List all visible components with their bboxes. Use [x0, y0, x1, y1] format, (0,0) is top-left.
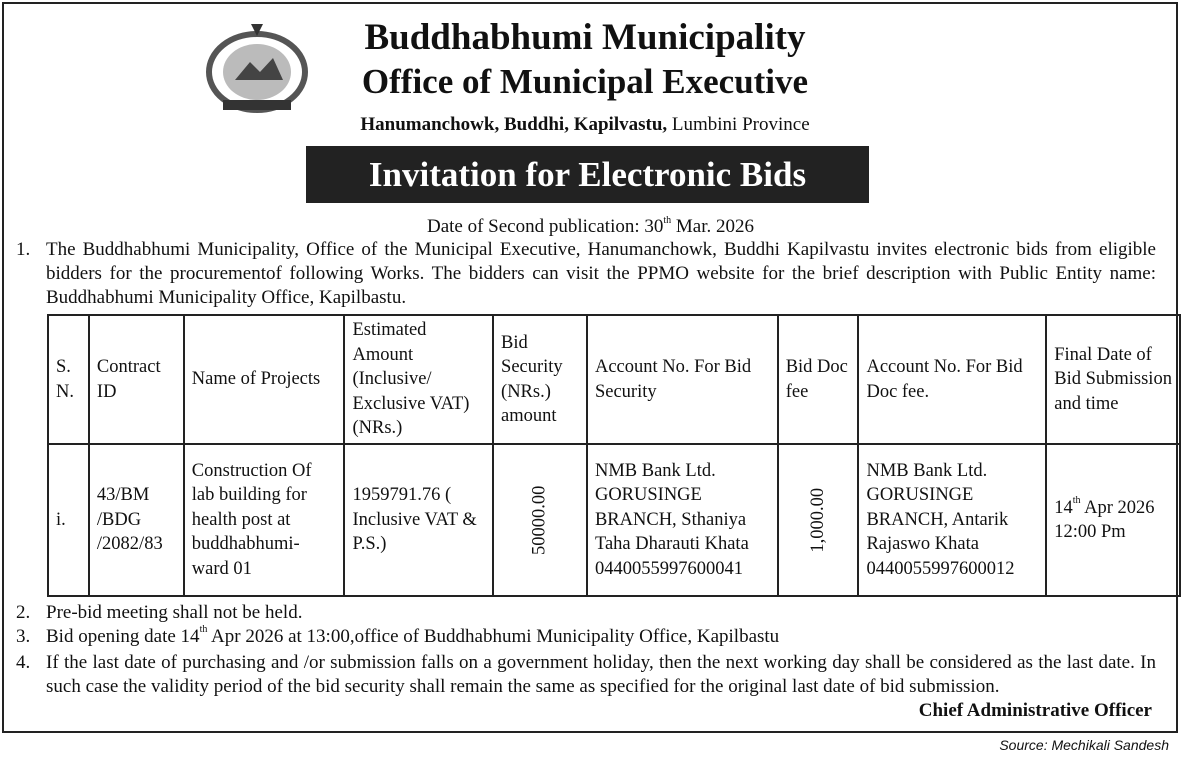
bid-table: [47, 314, 1181, 597]
table-header-row: [48, 315, 1180, 444]
account-fee-cell: NMB Bank Ltd. GORUSINGE BRANCH, Antarik Rajaswo Khata 0440055997600012: [858, 444, 1046, 596]
header-cell: Estimated Amount (Inclusive/ Exclusive VAT) (NRs.): [344, 315, 493, 444]
bid-security-cell: 50000.00: [493, 444, 587, 596]
clause-1: 1. The Buddhabhumi Municipality, Office of the Municipal Executive, Hanumanchowk, Buddhi Kapilvastu invites electronic bids from eligible bidders for the procurementof following Works. The bidders can visit the PPMO website for the brief description with Public Entity name: Buddhabhumi Municipality Office, Kapilbastu.: [16, 239, 1156, 308]
office-title: Office of Municipal Executive: [361, 62, 809, 101]
header-cell: S. N.: [48, 315, 89, 444]
notice-banner: Invitation for Electronic Bids: [306, 146, 869, 203]
header-cell: Bid Doc fee: [778, 315, 859, 444]
publication-date: Date of Second publication: 30th Mar. 2026: [426, 215, 755, 237]
clause-3: 3. Bid opening date 14th Apr 2026 at 13:00,office of Buddhabhumi Municipality Office, Kapilbastu: [16, 624, 780, 647]
clause-2: 2. Pre-bid meeting shall not be held.: [16, 602, 303, 623]
government-emblem-icon: [205, 22, 309, 114]
project-cell: Construction Of lab building for health post at buddhabhumi-ward 01: [184, 444, 345, 596]
header-cell: Contract ID: [89, 315, 184, 444]
address: Hanumanchowk, Buddhi, Kapilvastu, Lumbini Province: [360, 114, 810, 135]
header-cell: Account No. For Bid Doc fee.: [858, 315, 1046, 444]
final-date-cell: 14th Apr 2026 12:00 Pm: [1046, 444, 1180, 596]
account-security-cell: NMB Bank Ltd. GORUSINGE BRANCH, Sthaniya Taha Dharauti Khata 0440055997600041: [587, 444, 778, 596]
header-cell: Bid Security (NRs.) amount: [493, 315, 587, 444]
header-cell: Name of Projects: [184, 315, 345, 444]
municipality-title: Buddhabhumi Municipality: [364, 17, 806, 58]
source-credit: Source: Mechikali Sandesh: [999, 737, 1169, 753]
sn-cell: i.: [48, 444, 89, 596]
header-cell: Final Date of Bid Submission and time: [1046, 315, 1180, 444]
clause-4: 4. If the last date of purchasing and /or submission falls on a government holiday, then the next working day shall be considered as the last date. In such case the validity period of the bid security shall remain the same as specified for the original last date of bid submission.: [16, 652, 1156, 697]
doc-fee-cell: 1,000.00: [778, 444, 859, 596]
table-row: [48, 444, 1180, 596]
contract-id-cell: 43/BM /BDG /2082/83: [89, 444, 184, 596]
header-cell: Account No. For Bid Security: [587, 315, 778, 444]
estimate-cell: 1959791.76 ( Inclusive VAT & P.S.): [344, 444, 493, 596]
signature: Chief Administrative Officer: [918, 700, 1152, 721]
